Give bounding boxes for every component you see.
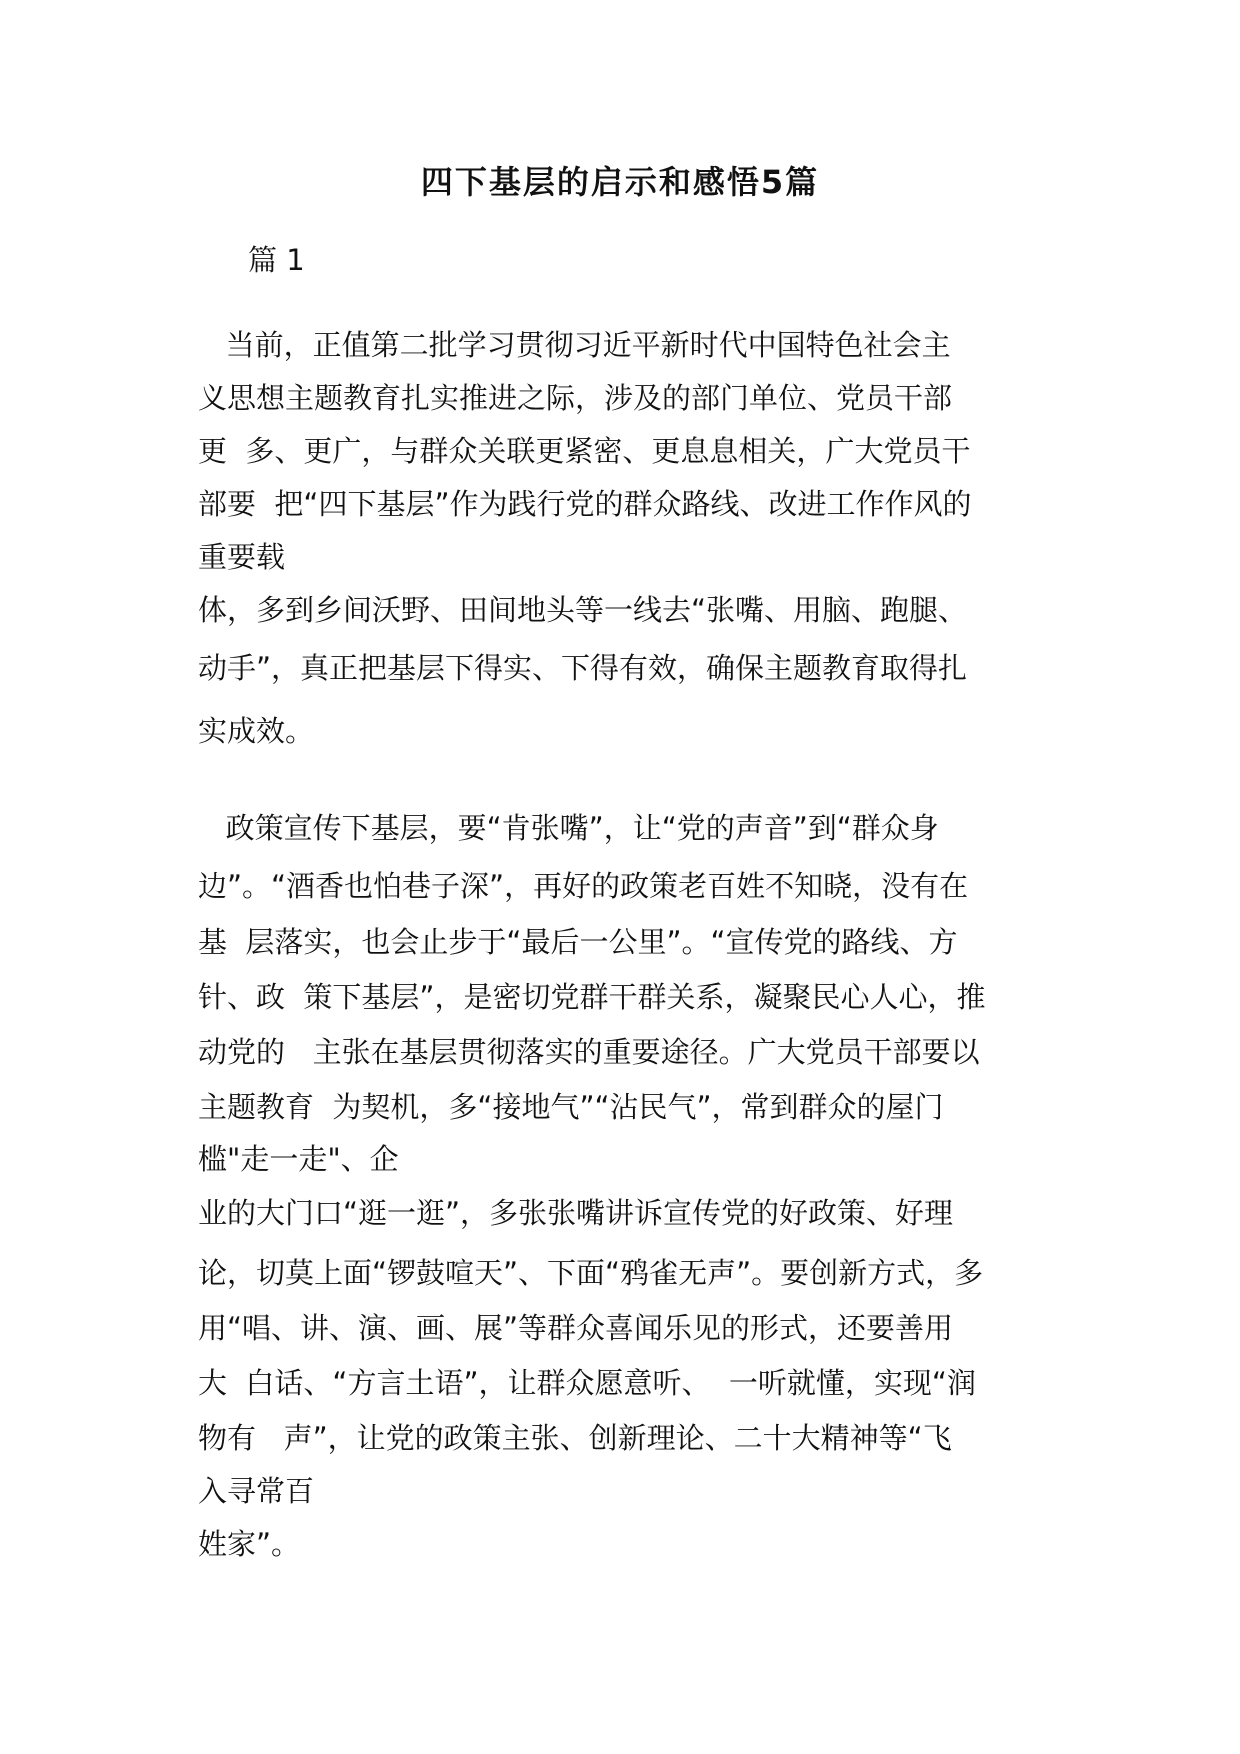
section-label: 篇 1 xyxy=(248,243,305,277)
paragraph-2-line-11: 大 白话、“方言土语”，让群众愿意听、 一听就懂，实现“润 xyxy=(198,1366,976,1400)
paragraph-2-line-12: 物有 声”，让党的政策主张、创新理论、二十大精神等“飞 xyxy=(198,1421,952,1455)
paragraph-2-line-1: 政策宣传下基层，要“肯张嘴”，让“党的声音”到“群众身 xyxy=(198,811,939,845)
paragraph-2-line-4: 针、政 策下基层”，是密切党群干群关系，凝聚民心人心，推 xyxy=(198,980,986,1014)
paragraph-2-line-7: 槛"走一走"、企 xyxy=(198,1142,399,1176)
paragraph-2-line-9: 论，切莫上面“锣鼓喧天”、下面“鸦雀无声”。要创新方式，多 xyxy=(198,1256,984,1290)
paragraph-1-line-7: 动手”，真正把基层下得实、下得有效，确保主题教育取得扎 xyxy=(198,651,968,685)
paragraph-2-line-2: 边”。“酒香也怕巷子深”，再好的政策老百姓不知晓，没有在 xyxy=(198,869,969,903)
paragraph-1-line-2: 义思想主题教育扎实推进之际，涉及的部门单位、党员干部 xyxy=(198,381,953,415)
paragraph-2-line-13: 入寻常百 xyxy=(198,1474,315,1508)
document-title: 四下基层的启示和感悟5篇 xyxy=(420,163,820,201)
paragraph-1-line-6: 体，多到乡间沃野、田间地头等一线去“张嘴、用脑、跑腿、 xyxy=(198,593,968,627)
paragraph-1-line-3: 更 多、更广，与群众关联更紧密、更息息相关，广大党员干 xyxy=(198,434,971,468)
paragraph-2-line-10: 用“唱、讲、演、画、展”等群众喜闻乐见的形式，还要善用 xyxy=(198,1311,954,1345)
paragraph-1-line-4: 部要 把“四下基层”作为践行党的群众路线、改进工作作风的 xyxy=(198,487,972,521)
paragraph-1-line-1: 当前，正值第二批学习贯彻习近平新时代中国特色社会主 xyxy=(198,328,951,362)
paragraph-2-line-5: 动党的 主张在基层贯彻落实的重要途径。广大党员干部要以 xyxy=(198,1035,980,1069)
paragraph-1-line-8: 实成效。 xyxy=(198,714,315,748)
paragraph-2-line-6: 主题教育 为契机，多“接地气”“沾民气”，常到群众的屋门 xyxy=(198,1090,944,1124)
paragraph-2-line-8: 业的大门口“逛一逛”，多张张嘴讲诉宣传党的好政策、好理 xyxy=(198,1196,954,1230)
paragraph-2-line-3: 基 层落实，也会止步于“最后一公里”。“宣传党的路线、方 xyxy=(198,925,958,959)
paragraph-2-line-14: 姓家”。 xyxy=(198,1527,301,1561)
paragraph-1-line-5: 重要载 xyxy=(198,540,286,574)
